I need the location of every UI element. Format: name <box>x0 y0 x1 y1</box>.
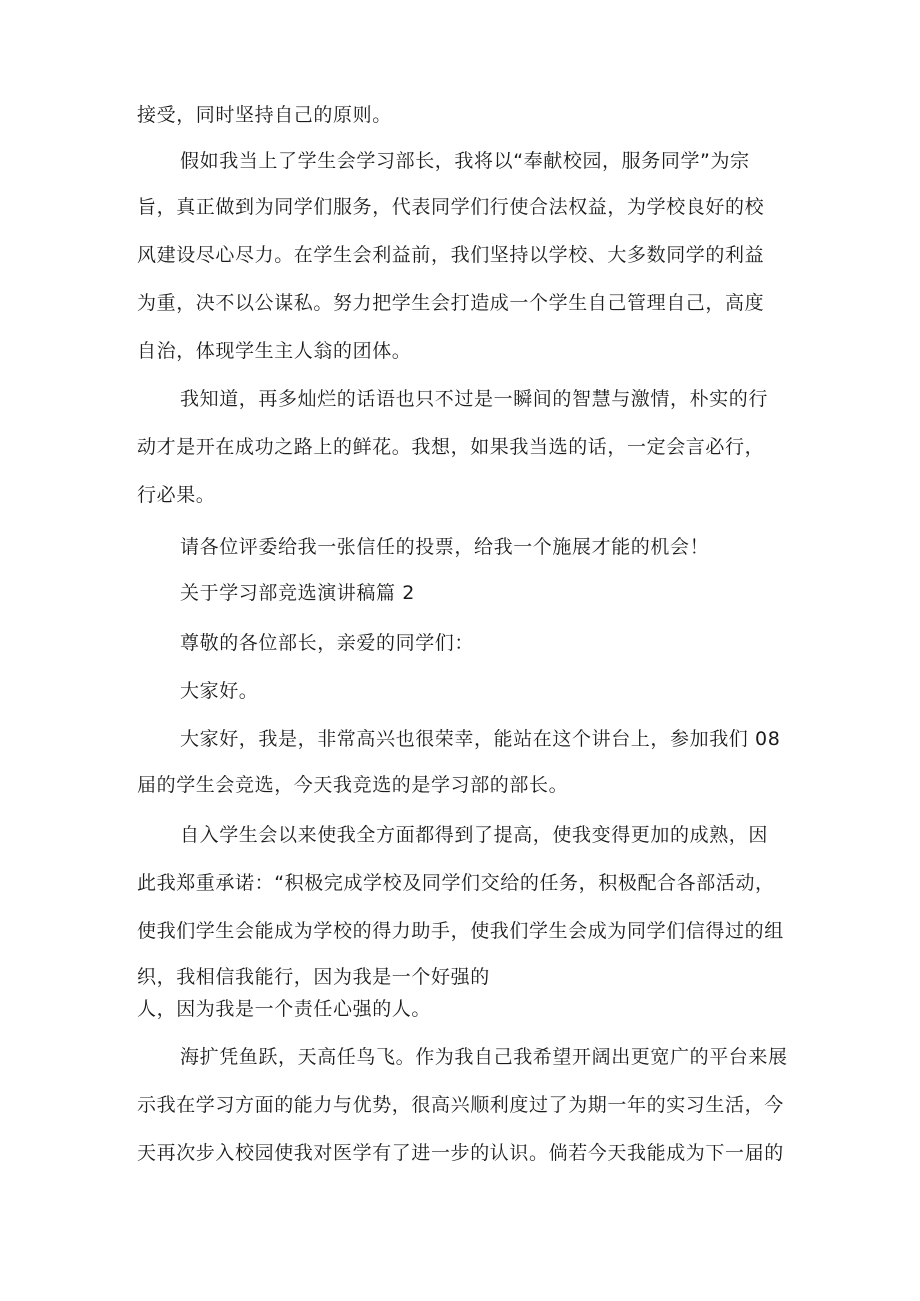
text-line: 旨，真正做到为同学们服务，代表同学们行使合法权益，为学校良好的校 <box>137 196 765 218</box>
text-line: 风建设尽心尽力。在学生会利益前，我们坚持以学校、大多数同学的利益 <box>137 244 765 266</box>
paragraph-first-line: 海扩凭鱼跃，天高任鸟飞。作为我自己我希望开阔出更宽广的平台来展 <box>180 1046 788 1068</box>
paragraph-first-line: 我知道，再多灿烂的话语也只不过是一瞬间的智慧与激情，朴实的行 <box>180 388 769 410</box>
salutation: 尊敬的各位部长，亲爱的同学们： <box>180 632 475 654</box>
text-line: 接受，同时坚持自己的原则。 <box>137 104 392 126</box>
text-line: 天再次步入校园使我对医学有了进一步的认识。倘若今天我能成为下一届的 <box>137 1142 784 1164</box>
paragraph-first-line: 假如我当上了学生会学习部长，我将以“奉献校园，服务同学”为宗 <box>180 150 750 172</box>
paragraph-first-line: 请各位评委给我一张信任的投票，给我一个施展才能的机会！ <box>180 536 710 558</box>
paragraph-first-line: 大家好，我是，非常高兴也很荣幸，能站在这个讲台上，参加我们 08 <box>180 728 781 750</box>
section-heading: 关于学习部竞选演讲稿篇 2 <box>180 582 415 604</box>
greeting: 大家好。 <box>180 680 259 702</box>
text-line: 使我们学生会能成为学校的得力助手，使我们学生会成为同学们信得过的组 <box>137 920 784 942</box>
paragraph-first-line: 自入学生会以来使我全方面都得到了提高，使我变得更加的成熟，因 <box>180 824 769 846</box>
text-line: 为重，决不以公谋私。努力把学生会打造成一个学生自己管理自己，高度 <box>137 292 765 314</box>
text-line: 动才是开在成功之路上的鲜花。我想，如果我当选的话，一定会言必行， <box>137 436 765 458</box>
text-line: 此我郑重承诺：“积极完成学校及同学们交给的任务，积极配合各部活动， <box>137 872 775 894</box>
text-line: 行必果。 <box>137 484 216 506</box>
text-line: 届的学生会竞选，今天我竞选的是学习部的部长。 <box>137 774 569 796</box>
text-line: 自治，体现学生主人翁的团体。 <box>137 340 412 362</box>
text-line: 人，因为我是一个责任心强的人。 <box>137 998 432 1020</box>
text-line: 织，我相信我能行，因为我是一个好强的 <box>137 966 490 988</box>
text-line: 示我在学习方面的能力与优势，很高兴顺利度过了为期一年的实习生活，今 <box>137 1094 784 1116</box>
